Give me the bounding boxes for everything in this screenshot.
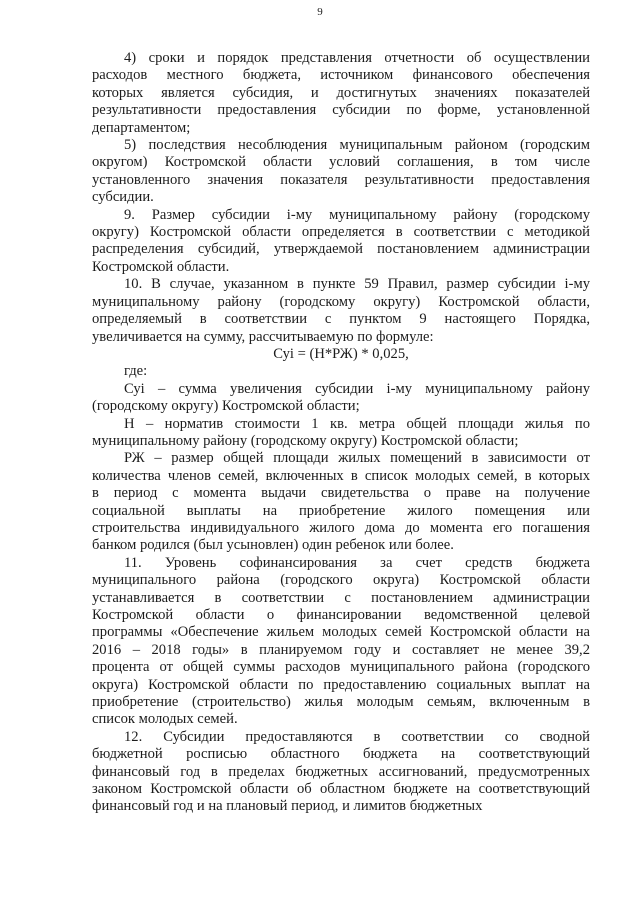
text-line: бюджетной росписью областного бюджета на соответствующий xyxy=(92,746,590,763)
text-line: РЖ – размер общей площади жилых помещений в зависимости от xyxy=(124,450,590,467)
text-line: Костромской области. xyxy=(92,258,230,275)
text-line: 4) сроки и порядок представления отчетности об осуществлении xyxy=(124,50,590,66)
text-line: социальной выплаты на приобретение жилого помещения или xyxy=(92,502,590,519)
paragraph xyxy=(92,416,590,451)
paragraph xyxy=(92,450,590,554)
text-line: 9. Размер субсидии i-му муниципальному району (городскому xyxy=(124,206,590,223)
text-line: муниципальному району (городскому округу) Костромской области, xyxy=(92,293,590,310)
text-line: строительства индивидуального жилого дома до момента его погашения xyxy=(92,519,590,536)
paragraph xyxy=(92,137,590,207)
paragraph xyxy=(92,50,590,137)
paragraph xyxy=(92,555,590,729)
formula-line: Суi = (Н*РЖ) * 0,025, xyxy=(273,345,409,362)
text-line: процента от общей суммы расходов муниципального района (городского xyxy=(92,659,590,676)
text-line: Суi – сумма увеличения субсидии i-му муниципальному району xyxy=(124,380,590,397)
paragraph xyxy=(92,207,590,277)
text-line: приобретение (строительство) жилья молодым семьям, включенным в xyxy=(92,694,590,711)
text-line: расходов местного бюджета, источником финансового обеспечения xyxy=(92,67,590,84)
text-line: финансовый год в пределах бюджетных ассигнований, предусмотренных xyxy=(92,763,590,780)
text-line: определяемый в соответствии с пунктом 9 настоящего Порядка, xyxy=(92,311,590,328)
paragraph xyxy=(92,729,590,816)
text-line: банком родился (был усыновлен) один ребенок или более. xyxy=(92,537,454,554)
formula xyxy=(92,346,590,363)
text-line: департаментом; xyxy=(92,119,191,136)
page-number: 9 xyxy=(317,6,323,18)
text-line: Костромской области о финансировании ведомственной целевой xyxy=(92,607,590,623)
text-line: 12. Субсидии предоставляются в соответствии со сводной xyxy=(124,728,590,745)
text-line: 5) последствия несоблюдения муниципальным районом (городским xyxy=(124,137,590,154)
text-line: финансовый год и на плановый период, и лимитов бюджетных xyxy=(92,798,483,815)
document-body xyxy=(92,50,590,816)
text-line: округом) Костромской области условий соглашения, в том числе xyxy=(92,154,590,171)
text-line: количества членов семей, включенных в список молодых семей, в которых xyxy=(92,467,590,484)
text-line: законом Костромской области об областном бюджете на соответствующий xyxy=(92,781,590,798)
text-line: программы «Обеспечение жильем молодых семей Костромской области на xyxy=(92,624,590,641)
text-line: округа) Костромской области по предоставлению социальных выплат на xyxy=(92,676,590,693)
text-line: установленного значения показателя результативности предоставления xyxy=(92,171,590,188)
text-line: (городскому округу) Костромской области; xyxy=(92,398,360,415)
paragraph xyxy=(92,276,590,346)
text-line: которых является субсидия, и достигнутых значениях показателей xyxy=(92,84,590,101)
paragraph xyxy=(92,363,590,380)
text-line: муниципального района (городского округа) Костромской области xyxy=(92,572,590,589)
text-line: округу) Костромской области определяется в соответствии с методикой xyxy=(92,224,590,241)
text-line: в период с момента выдачи свидетельства о праве на получение xyxy=(92,485,590,502)
text-line: список молодых семей. xyxy=(92,711,238,728)
text-line: 2016 – 2018 годы» в планируемом году и составляет не менее 39,2 xyxy=(92,641,590,658)
text-line: увеличивается на сумму, рассчитываемую по формуле: xyxy=(92,328,434,345)
text-line: результативности предоставления субсидии по форме, установленной xyxy=(92,102,590,119)
text-line: распределения субсидий, утверждаемой постановлением администрации xyxy=(92,241,590,258)
paragraph xyxy=(92,381,590,416)
text-line: субсидии. xyxy=(92,189,154,206)
text-line: 10. В случае, указанном в пункте 59 Правил, размер субсидии i-му xyxy=(124,276,590,293)
text-line: 11. Уровень софинансирования за счет средств бюджета xyxy=(124,554,590,571)
text-line: Н – норматив стоимости 1 кв. метра общей площади жилья по xyxy=(124,415,590,432)
text-line: устанавливается в соответствии с постановлением администрации xyxy=(92,589,590,606)
text-line: где: xyxy=(124,363,148,380)
text-line: муниципальному району (городскому округу) Костромской области; xyxy=(92,432,519,449)
